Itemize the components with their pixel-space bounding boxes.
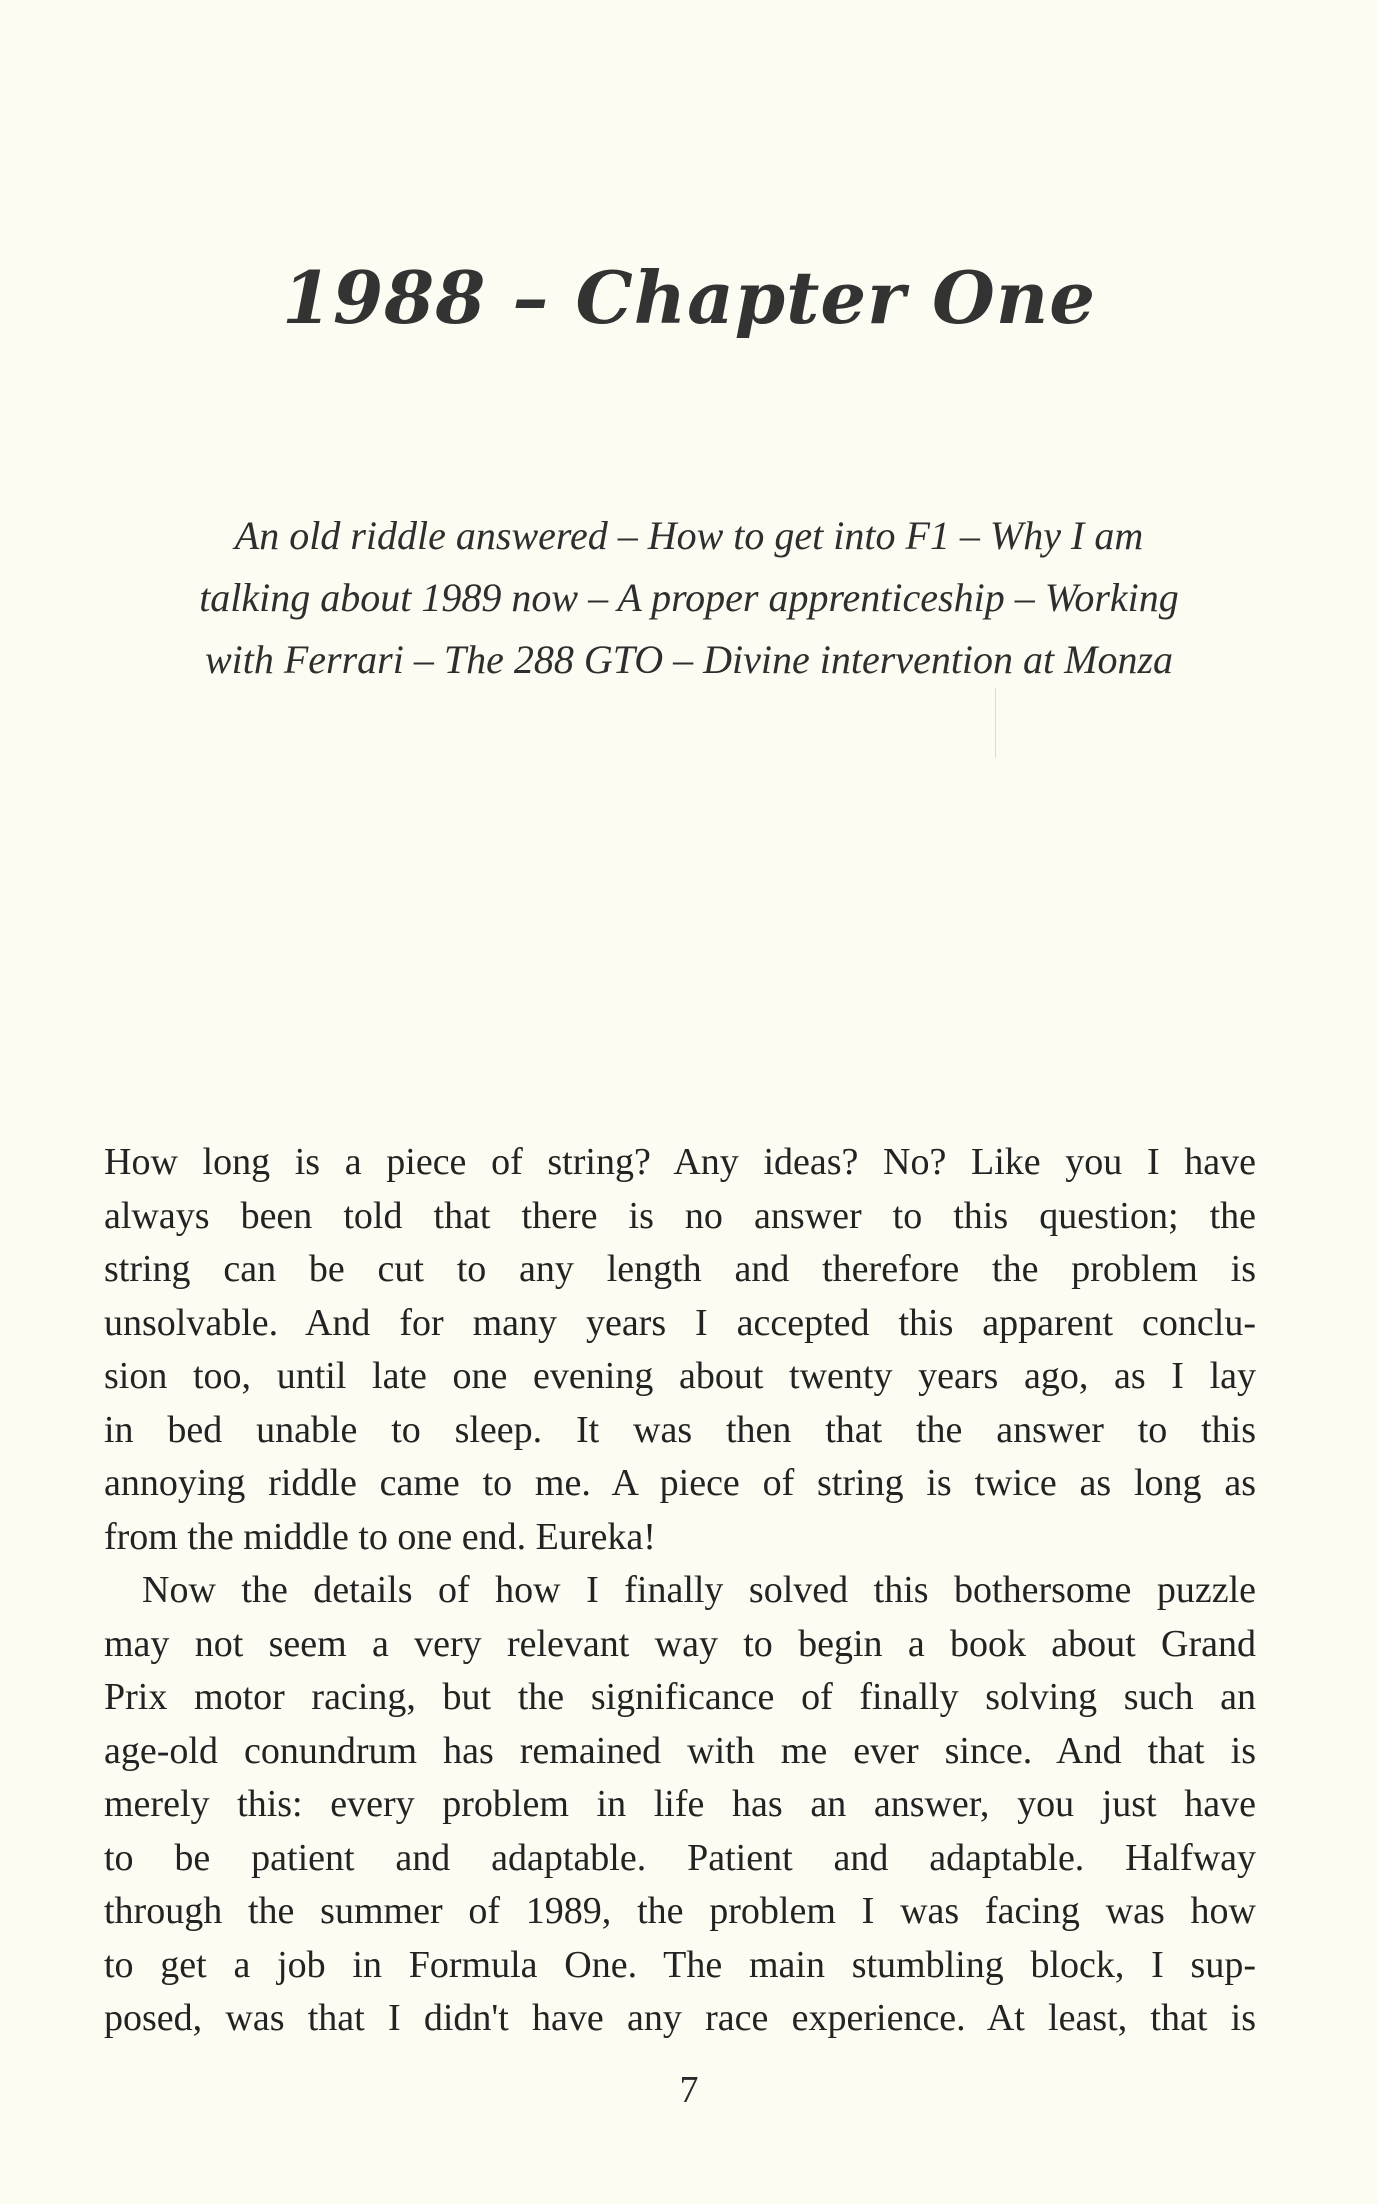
text-line: in bed unable to sleep. It was then that the answer to this: [104, 1408, 1256, 1451]
synopsis-line: with Ferrari – The 288 GTO – Divine intervention at Monza: [204, 637, 1174, 682]
text-line: through the summer of 1989, the problem I was facing was how: [104, 1890, 1256, 1932]
text-line: How long is a piece of string? Any ideas? No? Like you I have: [104, 1141, 1256, 1183]
paragraph-1: [104, 1136, 1256, 1564]
text-line: always been told that there is no answer to this question; the: [104, 1194, 1256, 1237]
text-line: may not seem a very relevant way to begin a book about Grand: [104, 1622, 1256, 1665]
page-crease: [995, 688, 996, 758]
synopsis-line: An old riddle answered – How to get into F1 – Why I am: [234, 513, 1144, 558]
text-line: posed, was that I didn't have any race experience. At least, that is: [104, 1997, 1256, 2039]
text-line: merely this: every problem in life has an answer, you just have: [104, 1783, 1256, 1825]
text-line: from the middle to one end. Eureka!: [104, 1515, 656, 1558]
text-line: unsolvable. And for many years I accepted this apparent conclu-: [104, 1301, 1256, 1344]
text-line: sion too, until late one evening about twenty years ago, as I lay: [104, 1355, 1256, 1397]
text-line: age-old conundrum has remained with me ever since. And that is: [104, 1729, 1256, 1772]
page-number: 7: [679, 2069, 699, 2111]
text-line: string can be cut to any length and therefore the problem is: [104, 1248, 1256, 1290]
text-line: to get a job in Formula One. The main stumbling block, I sup-: [104, 1943, 1256, 1986]
text-line: to be patient and adaptable. Patient and adaptable. Halfway: [104, 1836, 1256, 1879]
text-line: Now the details of how I finally solved this bothersome puzzle: [142, 1569, 1256, 1611]
body-text: [104, 1136, 1256, 2046]
text-line: Prix motor racing, but the significance of finally solving such an: [104, 1676, 1256, 1718]
synopsis-line: talking about 1989 now – A proper apprenticeship – Working: [199, 575, 1179, 620]
text-line: annoying riddle came to me. A piece of string is twice as long as: [104, 1462, 1256, 1504]
chapter-synopsis: [150, 505, 1228, 691]
chapter-title: 1988 – Chapter One: [281, 255, 1097, 340]
paragraph-2: [104, 1564, 1256, 2046]
